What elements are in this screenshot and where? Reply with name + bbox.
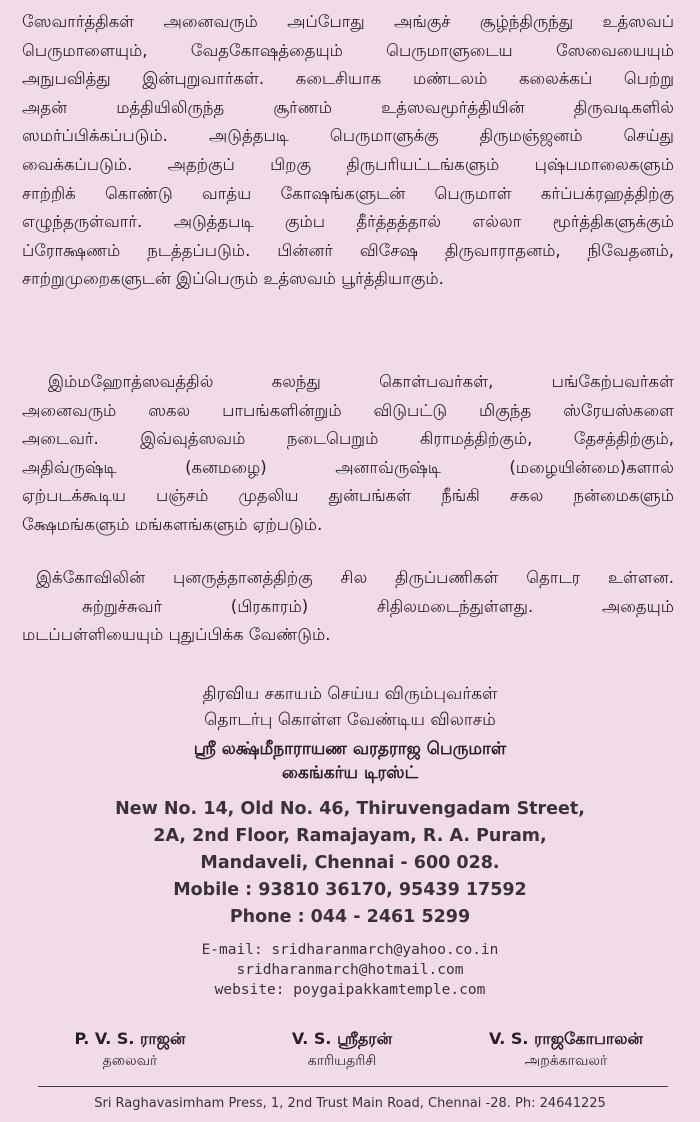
signatory-role: அறக்காவலர்	[524, 1053, 608, 1069]
contact-block	[0, 940, 700, 1000]
paragraph-renovation	[22, 564, 674, 650]
donation-line-2: தொடர்பு கொள்ள வேண்டிய விலாசம்	[204, 710, 496, 730]
email-link-yahoo[interactable]: sridharanmarch@yahoo.co.in	[271, 942, 499, 958]
trust-name-line-1: ஸ்ரீ லக்ஷ்மீநாராயண வரதராஜ பெருமாள்	[193, 739, 507, 759]
text-line: ப்ரோக்ஷணம் நடத்தப்படும். பின்னர் விசேஷ திருவாராதனம், நிவேதனம்,	[22, 240, 674, 260]
text-line: பெருமாளையும், வேதகோஷத்தையும் பெருமாளுடைய ஸேவையையும்	[22, 40, 674, 60]
text-line: சுற்றுச்சுவர் (பிரகாரம்) சிதிலமடைந்துள்ளது. அதையும்	[82, 596, 674, 616]
footer-divider	[38, 1086, 668, 1087]
donation-line-1: திரவிய சகாயம் செய்ய விரும்புவர்கள்	[202, 684, 498, 704]
signatory-role: தலைவர்	[102, 1053, 158, 1069]
trust-name-line-2: கைங்கர்ய டிரஸ்ட்	[281, 763, 419, 783]
signatory-role: காரியதரிசி	[307, 1053, 377, 1069]
press-footer: Sri Raghavasimham Press, 1, 2nd Trust Main Road, Chennai -28. Ph: 24641225	[94, 1096, 606, 1111]
address-line: New No. 14, Old No. 46, Thiruvengadam Street,	[115, 799, 585, 819]
address-block	[0, 796, 700, 931]
signatory-secretary	[232, 1028, 452, 1072]
phone-line: Phone : 044 - 2461 5299	[229, 907, 471, 927]
paragraph-benefits	[22, 368, 674, 540]
signatory-name: V. S. ராஜகோபாலன்	[488, 1029, 644, 1048]
text-line: இம்மஹோத்ஸவத்தில் கலந்து கொள்பவர்கள், பங்கேற்பவர்கள்	[48, 372, 674, 391]
email-line-2	[0, 960, 700, 980]
address-line: Mandaveli, Chennai - 600 028.	[200, 853, 500, 873]
text-line: ஸமர்ப்பிக்கப்படும். அடுத்தபடி பெருமாளுக்கு திருமஞ்ஜனம் செய்து	[22, 126, 674, 146]
address-line: 2A, 2nd Floor, Ramajayam, R. A. Puram,	[153, 826, 547, 846]
website-label: website:	[214, 982, 285, 998]
signatory-name: V. S. ஸ்ரீதரன்	[291, 1029, 393, 1048]
mobile-line: Mobile : 93810 36170, 95439 17592	[173, 880, 527, 900]
email-link-hotmail[interactable]: sridharanmarch@hotmail.com	[236, 962, 464, 978]
paragraph-festival-ritual	[22, 8, 674, 294]
website-link[interactable]: poygaipakkamtemple.com	[293, 982, 486, 998]
text-line: அநுபவித்து இன்புறுவார்கள். கடைசியாக மண்டலம் கலைக்கப் பெற்று	[22, 69, 674, 89]
signatory-name: P. V. S. ராஜன்	[74, 1029, 186, 1048]
text-line: சாற்றிக் கொண்டு வாத்ய கோஷங்களுடன் பெருமாள் கர்ப்பக்ரஹத்திற்கு	[22, 183, 674, 203]
email-label: E-mail:	[201, 942, 263, 958]
text-line: க்ஷேமங்களும் மங்களங்களும் ஏற்படும்.	[22, 514, 323, 534]
email-line-1	[0, 940, 700, 960]
text-line: எழுந்தருள்வார். அடுத்தபடி கும்ப தீர்த்தத்தால் எல்லா மூர்த்திகளுக்கும்	[22, 212, 674, 232]
text-line: சாற்றுமுறைகளுடன் இப்பெரும் உத்ஸவம் பூர்த்தியாகும்.	[22, 269, 444, 289]
text-line: ஏற்படக்கூடிய பஞ்சம் முதலிய துன்பங்கள் நீங்கி சகல நன்மைகளும்	[22, 486, 674, 506]
text-line: வைக்கப்படும். அதற்குப் பிறகு திருபரியட்டங்களும் புஷ்பமாலைகளும்	[22, 154, 674, 174]
text-line: அதன் மத்தியிலிருந்த சூர்ணம் உத்ஸவமூர்த்தியின் திருவடிகளில்	[22, 97, 674, 117]
signatory-president	[20, 1028, 240, 1072]
text-line: அடைவர். இவ்வுத்ஸவம் நடைபெறும் கிராமத்திற்கும், தேசத்திற்கும்,	[22, 429, 674, 449]
text-line: அனைவரும் ஸகல பாபங்களின்றும் விடுபட்டு மிகுந்த ஸ்ரேயஸ்களை	[22, 400, 674, 420]
website-line	[0, 980, 700, 1000]
text-line: ஸேவார்த்திகள் அனைவரும் அப்போது அங்குச் சூழ்ந்திருந்து உத்ஸவப்	[22, 12, 674, 31]
text-line: அதிவ்ருஷ்டி (கனமழை) அனாவ்ருஷ்டி (மழையின்மை)களால்	[22, 457, 674, 477]
text-line: மடப்பள்ளியையும் புதுப்பிக்க வேண்டும்.	[22, 625, 331, 645]
signatory-trustee	[456, 1028, 676, 1072]
text-line: இக்கோவிலின் புனருத்தானத்திற்கு சில திருப்பணிகள் தொடர உள்ளன.	[36, 568, 674, 587]
